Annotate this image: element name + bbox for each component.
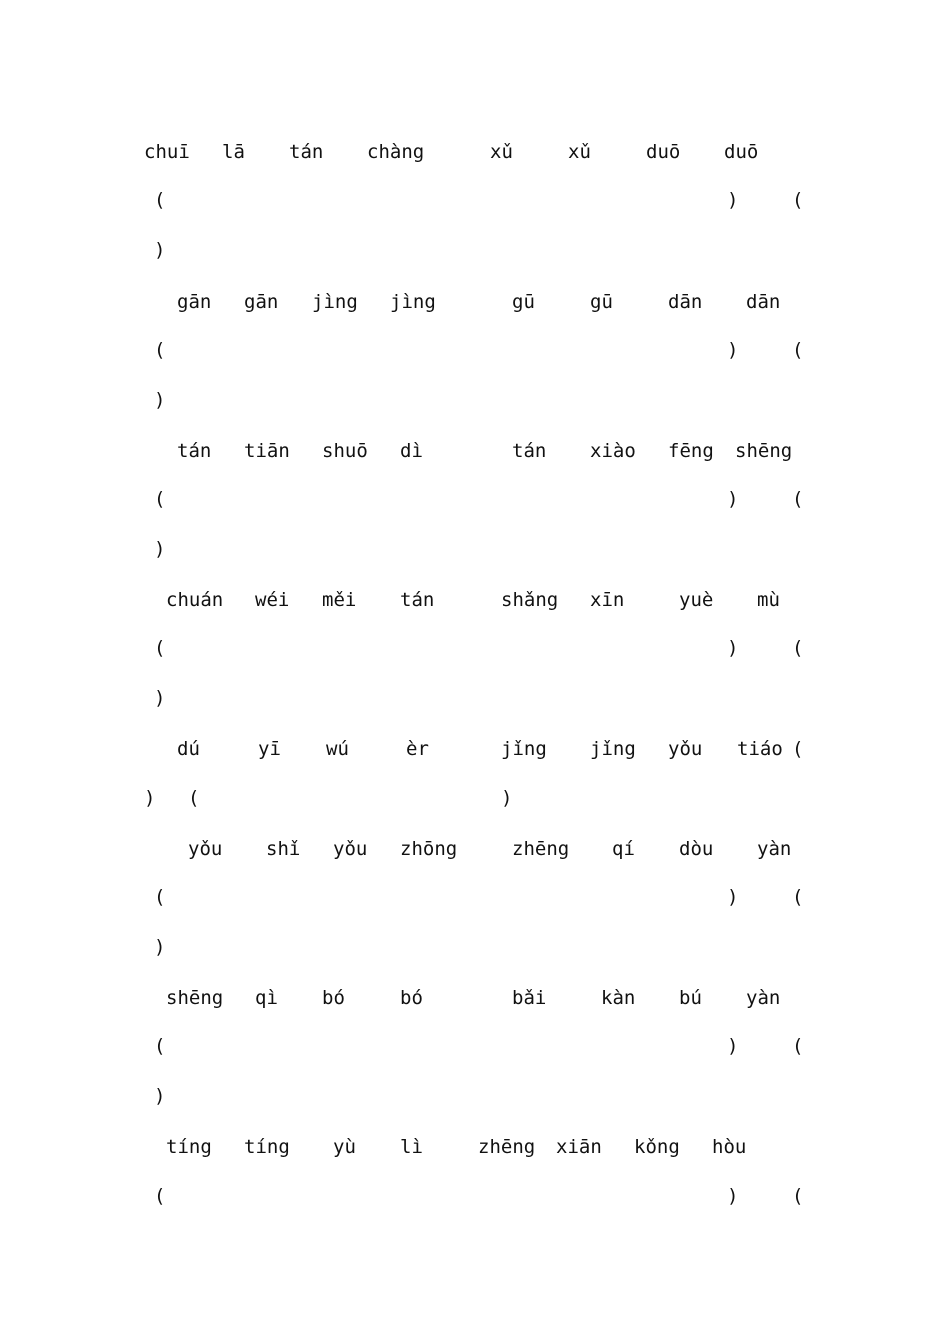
- pinyin-syllable: mù: [757, 589, 780, 611]
- open-paren: (: [792, 339, 804, 361]
- pinyin-syllable: shǎng: [501, 589, 559, 611]
- open-paren: (: [188, 787, 200, 809]
- pinyin-syllable: lì: [400, 1136, 423, 1158]
- open-paren: (: [154, 1185, 166, 1207]
- pinyin-syllable: zhēng: [512, 838, 570, 860]
- pinyin-syllable: gū: [590, 291, 613, 313]
- pinyin-syllable: gū: [512, 291, 535, 313]
- pinyin-syllable: wú: [326, 738, 349, 760]
- pinyin-syllable: hòu: [712, 1136, 747, 1158]
- pinyin-syllable: kǒng: [634, 1136, 680, 1158]
- pinyin-syllable: xīn: [590, 589, 625, 611]
- pinyin-syllable: yù: [333, 1136, 356, 1158]
- pinyin-syllable: jìng: [312, 291, 358, 313]
- close-paren: ): [727, 1185, 739, 1207]
- pinyin-syllable: fēng: [668, 440, 714, 462]
- close-paren: ): [144, 787, 156, 809]
- pinyin-syllable: jìng: [390, 291, 436, 313]
- close-paren: ): [154, 538, 166, 560]
- pinyin-syllable: yǒu: [333, 838, 368, 860]
- open-paren: (: [792, 1035, 804, 1057]
- open-paren: (: [792, 488, 804, 510]
- pinyin-syllable: tán: [177, 440, 212, 462]
- pinyin-syllable: wéi: [255, 589, 290, 611]
- close-paren: ): [727, 189, 739, 211]
- close-paren: ): [154, 1085, 166, 1107]
- pinyin-syllable: shēng: [166, 987, 224, 1009]
- pinyin-syllable: shǐ: [266, 838, 301, 860]
- open-paren: (: [792, 189, 804, 211]
- pinyin-syllable: bú: [679, 987, 702, 1009]
- pinyin-syllable: tán: [400, 589, 435, 611]
- pinyin-syllable: tiáo: [737, 738, 783, 760]
- pinyin-syllable: zhōng: [400, 838, 458, 860]
- pinyin-syllable: xǔ: [568, 141, 591, 163]
- open-paren: (: [154, 1035, 166, 1057]
- pinyin-syllable: bó: [400, 987, 423, 1009]
- pinyin-syllable: tán: [512, 440, 547, 462]
- open-paren: (: [154, 886, 166, 908]
- pinyin-syllable: qí: [612, 838, 635, 860]
- open-paren: (: [154, 488, 166, 510]
- open-paren: (: [792, 1185, 804, 1207]
- open-paren: (: [154, 189, 166, 211]
- pinyin-syllable: kàn: [601, 987, 636, 1009]
- pinyin-syllable: chàng: [367, 141, 425, 163]
- pinyin-syllable: chuī: [144, 141, 190, 163]
- pinyin-syllable: dì: [400, 440, 423, 462]
- pinyin-syllable: jǐng: [501, 738, 547, 760]
- close-paren: ): [727, 488, 739, 510]
- pinyin-syllable: měi: [322, 589, 357, 611]
- pinyin-syllable: zhēng: [478, 1136, 536, 1158]
- pinyin-syllable: gān: [177, 291, 212, 313]
- close-paren: ): [727, 637, 739, 659]
- pinyin-syllable: xǔ: [490, 141, 513, 163]
- close-paren: ): [154, 389, 166, 411]
- open-paren: (: [154, 637, 166, 659]
- pinyin-syllable: tiān: [244, 440, 290, 462]
- pinyin-syllable: tíng: [244, 1136, 290, 1158]
- pinyin-syllable: gān: [244, 291, 279, 313]
- pinyin-syllable: bǎi: [512, 987, 547, 1009]
- pinyin-syllable: yàn: [757, 838, 792, 860]
- pinyin-syllable: tíng: [166, 1136, 212, 1158]
- pinyin-syllable: bó: [322, 987, 345, 1009]
- pinyin-syllable: xiào: [590, 440, 636, 462]
- open-paren: (: [792, 886, 804, 908]
- pinyin-syllable: chuán: [166, 589, 224, 611]
- pinyin-syllable: èr: [406, 738, 429, 760]
- close-paren: ): [727, 1035, 739, 1057]
- pinyin-syllable: qì: [255, 987, 278, 1009]
- pinyin-syllable: duō: [724, 141, 759, 163]
- open-paren: (: [792, 637, 804, 659]
- close-paren: ): [727, 886, 739, 908]
- pinyin-syllable: tán: [289, 141, 324, 163]
- close-paren: ): [154, 687, 166, 709]
- pinyin-syllable: dān: [746, 291, 781, 313]
- pinyin-syllable: jǐng: [590, 738, 636, 760]
- open-paren: (: [792, 738, 804, 760]
- close-paren: ): [501, 787, 513, 809]
- pinyin-syllable: lā: [222, 141, 245, 163]
- pinyin-syllable: yǒu: [668, 738, 703, 760]
- pinyin-syllable: duō: [646, 141, 681, 163]
- pinyin-syllable: dān: [668, 291, 703, 313]
- open-paren: (: [154, 339, 166, 361]
- pinyin-syllable: yuè: [679, 589, 714, 611]
- pinyin-syllable: shēng: [735, 440, 793, 462]
- close-paren: ): [154, 239, 166, 261]
- pinyin-syllable: yī: [258, 738, 281, 760]
- close-paren: ): [727, 339, 739, 361]
- pinyin-syllable: shuō: [322, 440, 368, 462]
- pinyin-syllable: yǒu: [188, 838, 223, 860]
- pinyin-syllable: dòu: [679, 838, 714, 860]
- pinyin-syllable: xiān: [556, 1136, 602, 1158]
- close-paren: ): [154, 936, 166, 958]
- pinyin-syllable: yàn: [746, 987, 781, 1009]
- pinyin-syllable: dú: [177, 738, 200, 760]
